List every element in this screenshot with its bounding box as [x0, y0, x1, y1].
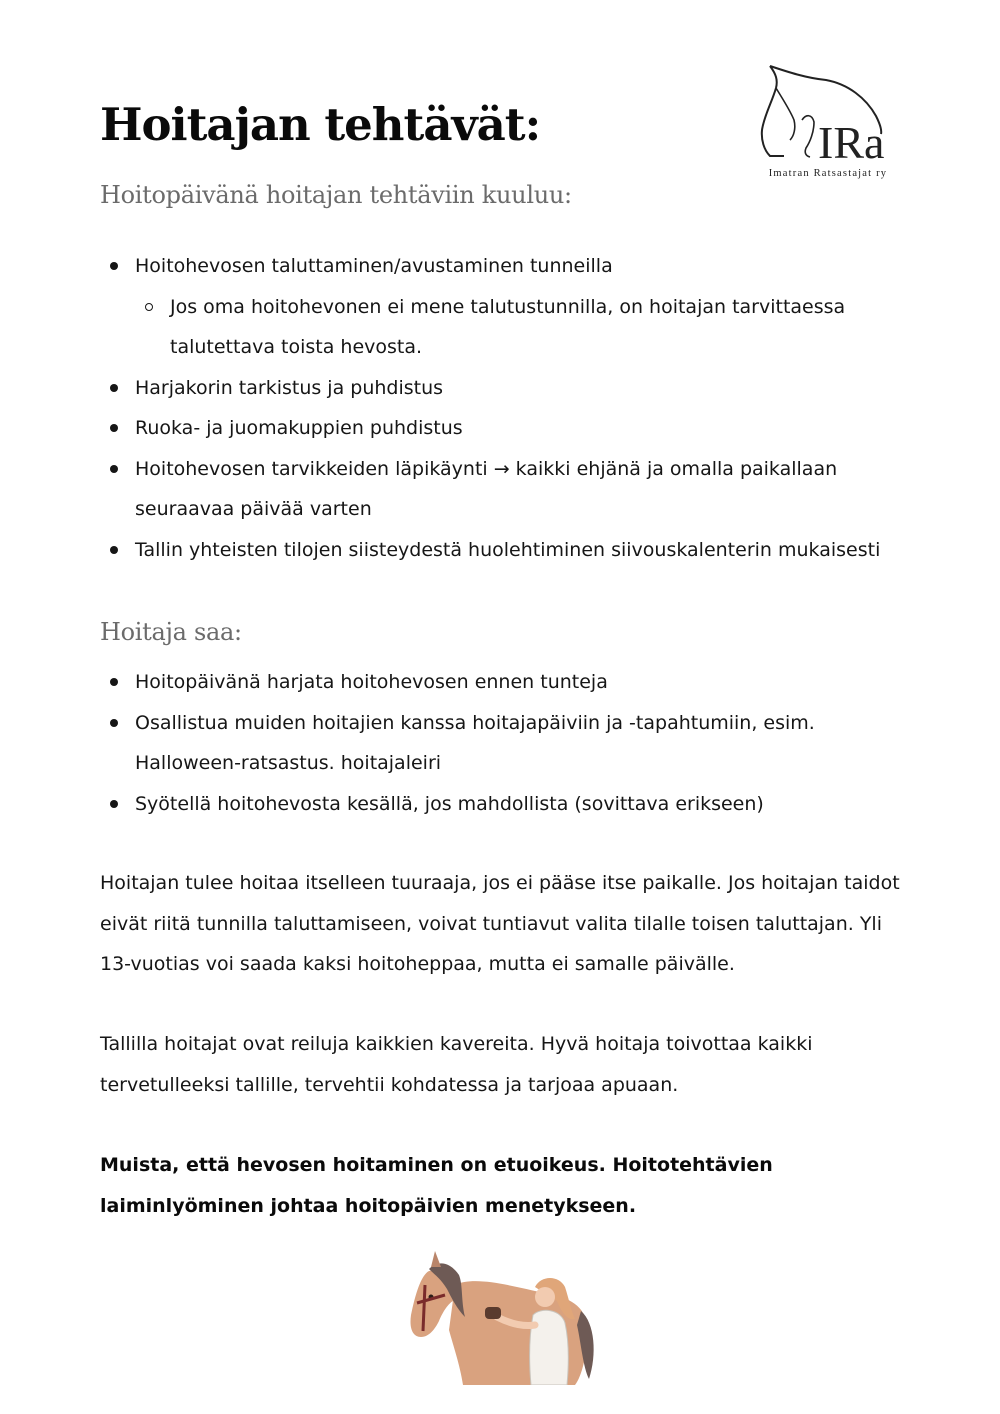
horse-ear — [431, 1251, 441, 1267]
duties-list — [100, 246, 920, 570]
list-item: Tallin yhteisten tilojen siisteydestä huolehtiminen siivouskalenterin mukaisesti — [100, 530, 920, 571]
duties-sublist — [135, 287, 920, 368]
list-item: Ruoka- ja juomakuppien puhdistus — [100, 408, 920, 449]
horse-grooming-illustration — [405, 1245, 600, 1385]
list-item: Harjakorin tarkistus ja puhdistus — [100, 368, 920, 409]
list-subitem: Jos oma hoitohevonen ei mene talutustunnilla, on hoitajan tarvittaessa talutettava toista hevosta. — [135, 287, 920, 368]
page-title: Hoitajan tehtävät: — [100, 98, 541, 151]
brush-icon — [485, 1307, 501, 1319]
list-item: Hoitopäivänä harjata hoitohevosen ennen tunteja — [100, 662, 920, 703]
reminder-paragraph: Muista, että hevosen hoitaminen on etuoikeus. Hoitotehtävien laiminlyöminen johtaa hoitopäivien menetykseen. — [100, 1154, 773, 1217]
list-item — [100, 246, 920, 368]
duties-heading: Hoitopäivänä hoitajan tehtäviin kuuluu: — [100, 181, 572, 209]
horse-head-logo-icon — [748, 58, 908, 168]
logo-mark: IRa — [818, 117, 885, 168]
benefits-list — [100, 662, 920, 824]
list-item: Hoitohevosen tarvikkeiden läpikäynti → kaikki ehjänä ja omalla paikallaan seuraavaa päivää varten — [100, 449, 920, 530]
benefits-heading: Hoitaja saa: — [100, 618, 242, 646]
girl-face — [535, 1287, 555, 1307]
list-item: Syötellä hoitohevosta kesällä, jos mahdollista (sovittava erikseen) — [100, 784, 920, 825]
etiquette-paragraph: Tallilla hoitajat ovat reiluja kaikkien kavereita. Hyvä hoitaja toivottaa kaikki tervetulleeksi tallille, tervehtii kohdatessa ja tarjoaa apuaan. — [100, 1033, 813, 1096]
substitute-paragraph: Hoitajan tulee hoitaa itselleen tuuraaja, jos ei pääse itse paikalle. Jos hoitajan taidot eivät riitä tunnilla taluttamiseen, voivat tuntiavut valita tilalle toisen taluttajan. Yli 13-vuotias voi saada kaksi hoitoheppaa, mutta ei samalle päivälle. — [100, 872, 900, 975]
club-logo — [748, 58, 908, 188]
logo-org-name: Imatran Ratsastajat ry — [768, 168, 888, 179]
list-item-text: Hoitohevosen taluttaminen/avustaminen tunneilla — [135, 255, 613, 277]
list-item: Osallistua muiden hoitajien kanssa hoitajapäiviin ja -tapahtumiin, esim. Halloween-ratsastus. hoitajaleiri — [100, 703, 920, 784]
girl-shirt — [530, 1310, 569, 1385]
